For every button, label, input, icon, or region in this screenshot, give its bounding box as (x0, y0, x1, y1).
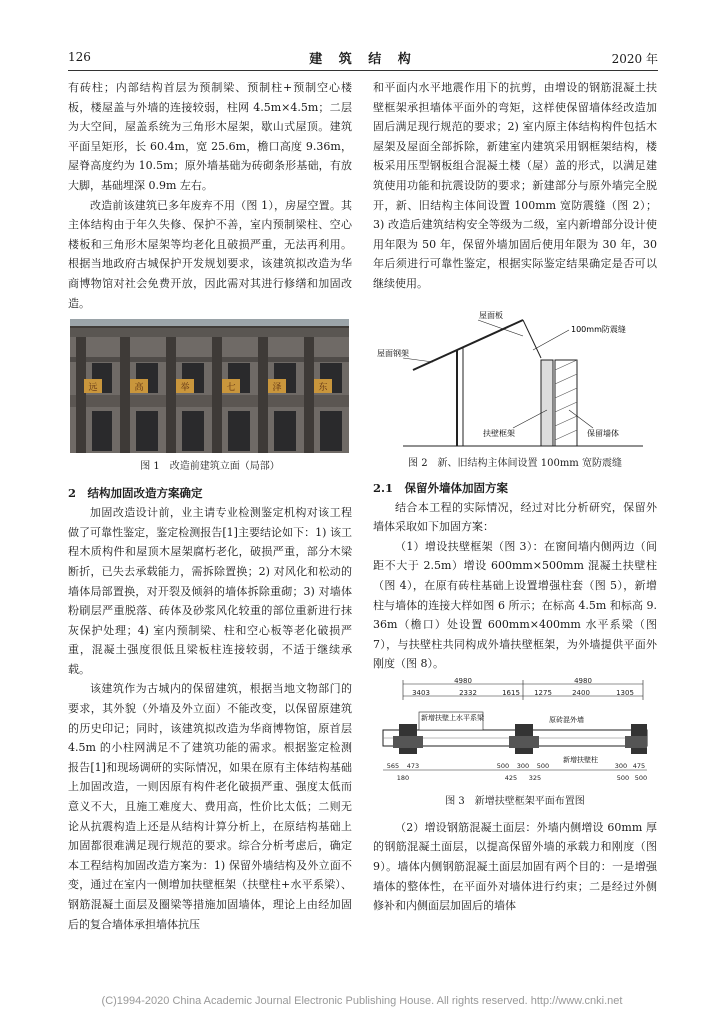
dim-bottom2: 425 (504, 773, 518, 782)
figure-3-plan-drawing (373, 678, 657, 790)
dim-mid: 3403 (412, 688, 430, 697)
paragraph: 结合本工程的实际情况，经过对比分析研究，保留外墙体采取如下加固方案： (373, 500, 657, 534)
sign-char: 高 (134, 383, 144, 394)
figure-1-caption: 图 1 改造前建筑立面（局部） (140, 461, 280, 473)
dim-bottom: 300 (614, 761, 628, 770)
dim-bottom2: 500 (616, 773, 630, 782)
figure-2-caption: 图 2 新、旧结构主体间设置 100mm 宽防震缝 (408, 457, 622, 469)
label-brick-wall: 原砖混外墙 (549, 715, 584, 724)
page-number: 126 (68, 50, 91, 64)
dim-mid: 1305 (616, 688, 634, 697)
label-steel-frame: 屋面钢架 (377, 348, 409, 358)
header-rule (68, 70, 658, 71)
journal-name: 建 筑 结 构 (309, 52, 417, 67)
seismic-joint-drawing (373, 300, 657, 450)
dim-bottom: 500 (536, 761, 550, 770)
dim-top: 4980 (454, 677, 472, 685)
dim-mid: 2400 (572, 688, 590, 697)
label-joint: 100mm防震缝 (571, 324, 626, 334)
buttress-plan-drawing (373, 678, 657, 790)
figure-1-building-photo (70, 319, 349, 453)
figure-2-joint-diagram (373, 300, 657, 450)
label-beam: 新增扶壁上水平系梁 (421, 713, 484, 722)
paragraph: 改造前该建筑已多年废弃不用（图 1），房屋空置。其主体结构由于年久失修、保护不善，室内预制梁柱、空心楼板和三角形木屋架等均老化且破损严重，无法再利用。根据当地政府古城保护开发规划要求，该建筑拟改造为华商博物馆对社会免费开放，因此需对其进行修缮和加固改造。 (68, 198, 352, 310)
dim-bottom: 565 (386, 761, 400, 770)
dim-mid: 1275 (534, 688, 552, 697)
dim-bottom2: 500 (634, 773, 648, 782)
paragraph: （2）增设钢筋混凝土面层：外墙内侧增设 60mm 厚的钢筋混凝土面层，以提高保留外墙的承载力和刚度（图 9）。墙体内侧钢筋混凝土面层加固有两个目的：一是增强墙体的整体性，在平面外对墙体进行约束；二是经过外侧修补和内侧面层加固后的墙体 (373, 820, 657, 913)
figure-3-caption: 图 3 新增扶壁框架平面布置图 (445, 795, 585, 807)
paragraph: 该建筑作为古城内的保留建筑，根据当地文物部门的要求，其外貌（外墙及外立面）不能改变，以保留原建筑的历史印记；同时，该建筑拟改造为华商博物馆，原首层 4.5m 的小柱网满足不了建筑功能的需求。根据鉴定检测报告[1]和现场调研的实际情况，如果在原有主体结构基础上加固改造，一则因原有构件老化破损严重、强度太低而意义不大，且施工难度大、费用高，性价比太低；二则无论从抗震构造上还是从结构计算分析上，在原结构基础上加固都很难满足现行规范的要求。综合分析考虑后，确定本工程结构加固改造方案为：1) 保留外墙结构及外立面不变，通过在室内一侧增加扶壁框架（扶壁柱+水平系梁）、钢筋混凝土面层及圈梁等措施加固墙体，理论上由经加固后的复合墙体承担墙体抗压 (68, 682, 352, 931)
label-new-column: 新增扶壁柱 (563, 755, 598, 764)
dim-mid: 2332 (459, 688, 477, 697)
dim-bottom2: 325 (528, 773, 542, 782)
dim-bottom2: 180 (396, 773, 410, 782)
dim-bottom: 475 (632, 761, 646, 770)
paragraph: （1）增设扶壁框架（图 3）：在窗间墙内侧两边（间距不大于 2.5m）增设 600mm×500mm 混凝土扶壁柱（图 4），在原有砖柱基础上设置增强柱套（图 5），新增柱与墙体的连接大样如图 6 所示；在标高 4.5m 和标高 9.36m（檐口）处设置 600mm×400mm 水平系梁（图 7），与扶壁柱共同构成外墙扶壁框架，为外墙提供平面外刚度（图 8）。 (373, 539, 657, 671)
right-column (373, 78, 657, 916)
dim-mid: 1615 (502, 688, 520, 697)
sign-char: 泽 (272, 383, 282, 394)
paragraph: 和平面内水平地震作用下的抗剪，由增设的钢筋混凝土扶壁框架承担墙体平面外的弯矩，这样使保留墙体经改造加固后满足现行规范的要求；2) 室内原主体结构构件包括木屋架及屋面全部拆除，新建室内建筑采用钢框架结构，楼板采用压型钢板组合混凝土楼（屋）盖的形式，以满足建筑使用功能和抗震设防的要求；新建部分与原外墙完全脱开，新、旧结构主体间设置 100mm 宽防震缝（图 2）；3) 改造后建筑结构安全等级为二级，室内新增部分设计使用年限为 50 年，保留外墙加固后使用年限为 30 年，30 年后须进行可靠性鉴定，根据实际鉴定结果确定是否可以继续使用。 (373, 81, 657, 290)
label-wall: 保留墙体 (587, 428, 619, 438)
left-column (68, 78, 352, 934)
dim-bottom: 473 (406, 761, 420, 770)
paragraph: 加固改造设计前，业主请专业检测鉴定机构对该工程做了可靠性鉴定，鉴定检测报告[1]主要结论如下：1) 该工程木质构件和屋顶木屋架腐朽老化，破损严重，部分木梁断折，已失去承载能力，需拆除置换；2) 对风化和松动的墙体局部置换，对开裂及倾斜的墙体拆除重砌；3) 对墙体粉刷层严重脱落、砖体及砂浆风化较重的部位重新进行抹灰保护处理；4) 室内预制梁、柱和空心板等老化破损严重，混凝土强度很低且梁板柱连接较弱，不适于继续承载。 (68, 506, 352, 676)
sign-char: 举 (180, 383, 190, 394)
label-buttress: 扶壁框架 (483, 428, 515, 438)
copyright-footer: (C)1994-2020 China Academic Journal Electronic Publishing House. All rights reserved. http://www.cnki.net (101, 995, 623, 1007)
sign-char: 七 (226, 383, 236, 394)
dim-bottom: 300 (516, 761, 530, 770)
building-facade-image (70, 319, 349, 453)
journal-year: 2020 年 (611, 52, 658, 66)
label-roof: 屋面板 (479, 310, 503, 320)
section-2-1-heading: 2.1 保留外墙体加固方案 (373, 480, 509, 495)
section-2-heading: 2 结构加固改造方案确定 (68, 486, 203, 501)
sign-char: 东 (318, 383, 328, 394)
dim-bottom: 500 (496, 761, 510, 770)
paragraph: 有砖柱；内部结构首层为预制梁、预制柱+预制空心楼板，楼屋盖与外墙的连接较弱，柱网 4.5m×4.5m；二层为大空间，屋盖系统为三角形木屋架，歇山式屋顶。建筑平面呈矩形，长 60.4m，宽 25.6m，檐口高度 9.36m，屋脊高度约为 10.5m；原外墙基础为砖砌条形基础，有放大脚，基础埋深 0.9m 左右。 (68, 81, 352, 192)
page-header (68, 46, 658, 68)
sign-char: 远 (88, 383, 98, 394)
dim-top: 4980 (574, 677, 592, 685)
